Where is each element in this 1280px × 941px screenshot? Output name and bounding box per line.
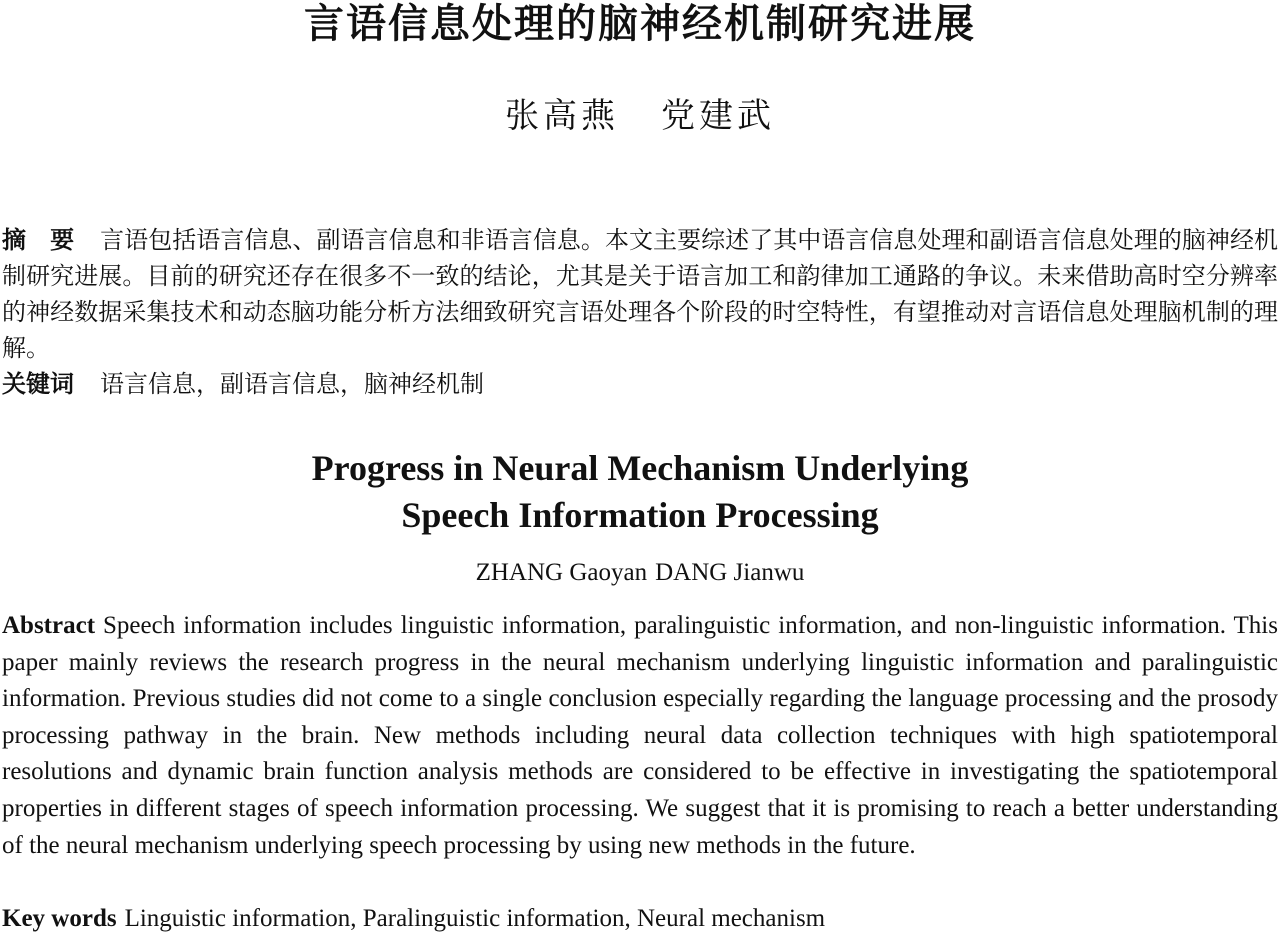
- english-abstract-text: Speech information includes linguistic information, paralinguistic information, and non-linguistic information. This paper mainly reviews the research progress in the neural mechanism underlying linguistic information and paralinguistic information. Previous studies did not come to a single conclusion especially regarding the language processing and the prosody processing pathway in the brain. New methods including neural data collection techniques with high spatiotemporal resolutions and dynamic brain function analysis methods are considered to be effective in investigating the spatiotemporal properties in different stages of speech information processing. We suggest that it is promising to reach a better understanding of the neural mechanism underlying speech processing by using new methods in the future.: [2, 612, 1278, 859]
- english-abstract-label: Abstract: [2, 612, 96, 639]
- english-keywords-label: Key words: [2, 905, 117, 932]
- author-name: ZHANG Gaoyan: [475, 559, 648, 586]
- chinese-authors: [0, 94, 1280, 138]
- author-name: 张高燕: [505, 96, 619, 136]
- chinese-abstract-label: 摘 要: [2, 226, 75, 254]
- english-keywords: [2, 901, 1278, 937]
- english-title-line: Progress in Neural Mechanism Underlying: [311, 448, 969, 488]
- chinese-abstract: [2, 222, 1278, 366]
- english-keywords-text: Linguistic information, Paralinguistic information, Neural mechanism: [124, 905, 826, 932]
- english-abstract: [2, 608, 1278, 864]
- chinese-keywords-label: 关键词: [2, 370, 74, 398]
- english-title-line: Speech Information Processing: [401, 495, 879, 535]
- chinese-abstract-text: 言语包括语言信息、副语言信息和非语言信息。本文主要综述了其中语言信息处理和副语言信息处理的脑神经机制研究进展。目前的研究还存在很多不一致的结论，尤其是关于语言加工和韵律加工通路的争议。未来借助高时空分辨率的神经数据采集技术和动态脑功能分析方法细致研究言语处理各个阶段的时空特性，有望推动对言语信息处理脑机制的理解。: [2, 226, 1279, 362]
- chinese-keywords-text: 语言信息，副语言信息，脑神经机制: [100, 370, 484, 398]
- chinese-title: 言语信息处理的脑神经机制研究进展: [304, 1, 976, 47]
- english-authors: [0, 555, 1280, 591]
- chinese-keywords: [2, 366, 1278, 402]
- author-name: DANG Jianwu: [655, 559, 805, 586]
- author-name: 党建武: [661, 96, 775, 136]
- english-title: [0, 445, 1280, 539]
